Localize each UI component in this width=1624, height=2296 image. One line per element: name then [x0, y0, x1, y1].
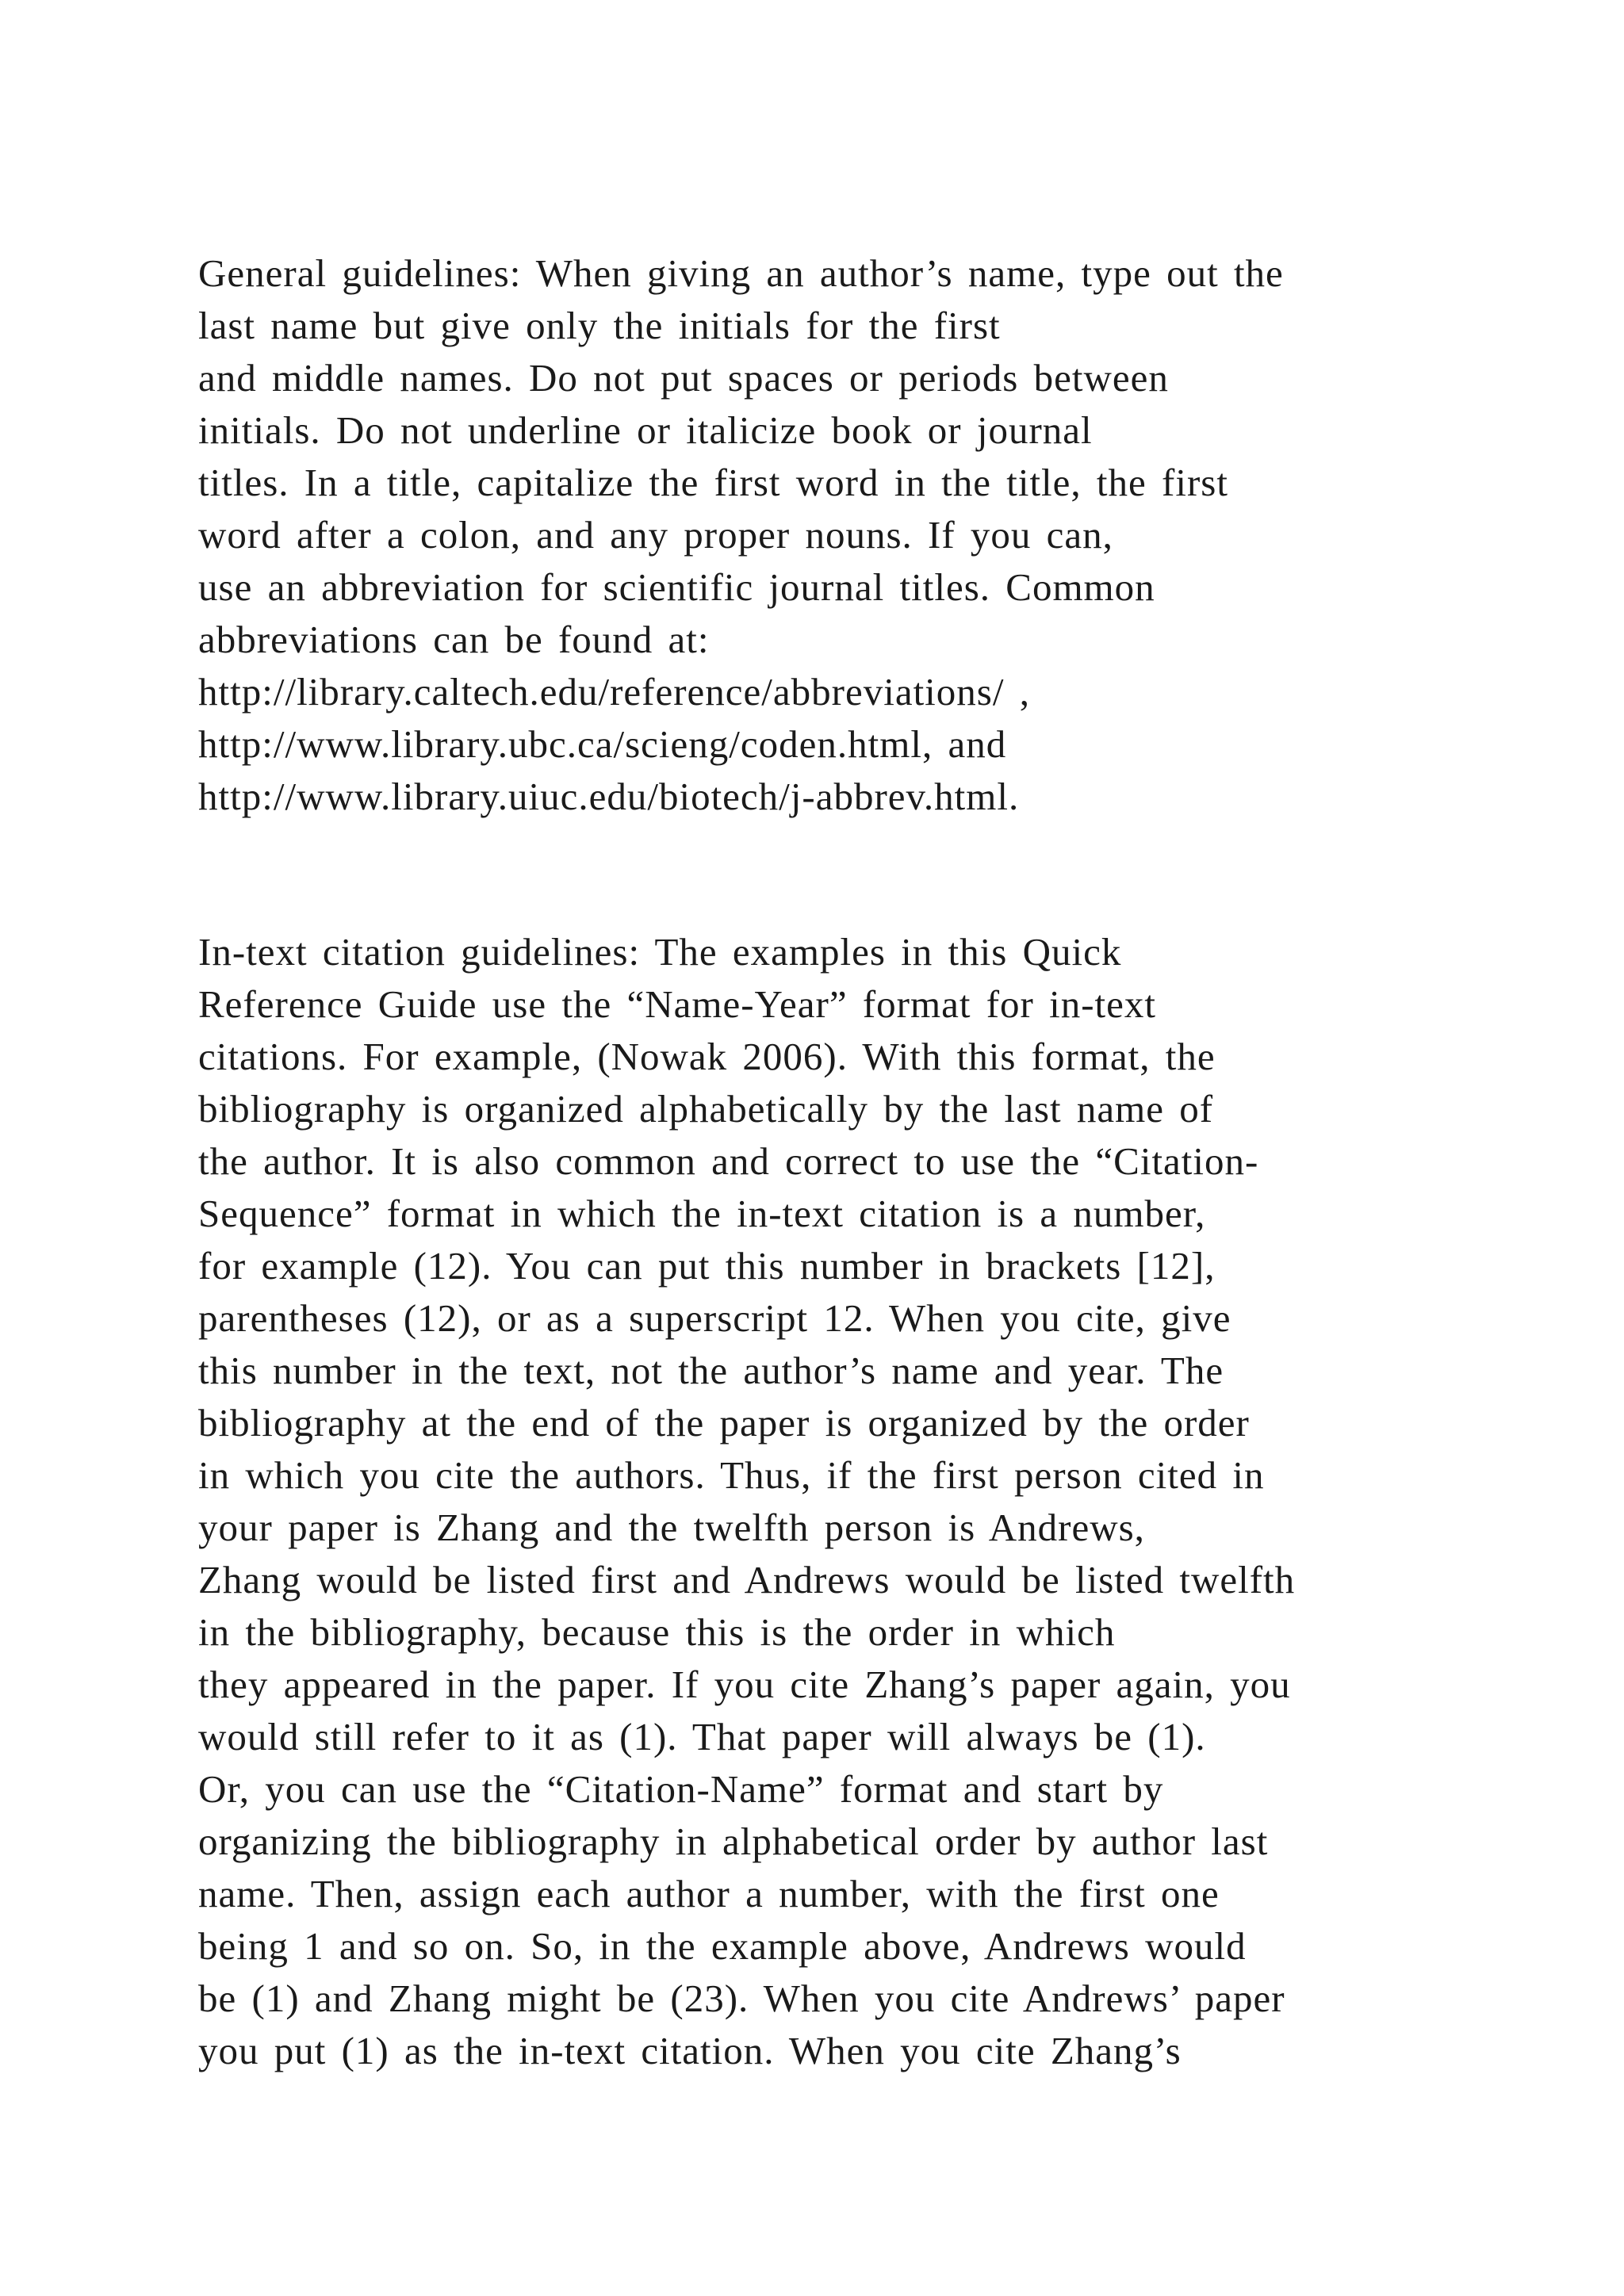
text-line: organizing the bibliography in alphabetical order by author last [198, 1820, 1269, 1863]
text-line: titles. In a title, capitalize the first word in the title, the first [198, 461, 1228, 504]
text-line: you put (1) as the in-text citation. When you cite Zhang’s [198, 2029, 1182, 2072]
text-line: Or, you can use the “Citation-Name” format and start by [198, 1767, 1164, 1811]
general-guidelines-paragraph [198, 247, 1515, 823]
text-line: abbreviations can be found at: [198, 618, 710, 661]
text-line: and middle names. Do not put spaces or periods between [198, 356, 1169, 400]
in-text-citation-paragraph [198, 926, 1515, 2077]
text-line: would still refer to it as (1). That paper will always be (1). [198, 1715, 1206, 1758]
text-line: citations. For example, (Nowak 2006). With this format, the [198, 1035, 1216, 1078]
text-line: in which you cite the authors. Thus, if the first person cited in [198, 1453, 1265, 1497]
text-line: be (1) and Zhang might be (23). When you cite Andrews’ paper [198, 1976, 1285, 2020]
text-line: bibliography is organized alphabetically by the last name of [198, 1087, 1214, 1131]
text-line: parentheses (12), or as a superscript 12. When you cite, give [198, 1296, 1231, 1340]
text-line: use an abbreviation for scientific journal titles. Common [198, 565, 1155, 609]
text-line: word after a colon, and any proper nouns. If you can, [198, 513, 1113, 557]
text-line: this number in the text, not the author’s name and year. The [198, 1349, 1224, 1392]
url-line-uiuc: http://www.library.uiuc.edu/biotech/j-abbrev.html. [198, 775, 1020, 818]
url-line-ubc: http://www.library.ubc.ca/scieng/coden.html, and [198, 722, 1007, 766]
text-line: in the bibliography, because this is the order in which [198, 1610, 1116, 1654]
text-line: the author. It is also common and correct to use the “Citation- [198, 1139, 1259, 1183]
text-line: your paper is Zhang and the twelfth person is Andrews, [198, 1506, 1145, 1549]
text-line: General guidelines: When giving an author’s name, type out the [198, 251, 1284, 295]
text-line: they appeared in the paper. If you cite Zhang’s paper again, you [198, 1663, 1291, 1706]
text-line: Zhang would be listed first and Andrews would be listed twelfth [198, 1558, 1296, 1601]
text-line: initials. Do not underline or italicize book or journal [198, 408, 1093, 452]
text-line: for example (12). You can put this number in brackets [12], [198, 1244, 1216, 1288]
text-line: name. Then, assign each author a number, with the first one [198, 1872, 1220, 1915]
url-line-caltech: http://library.caltech.edu/reference/abbreviations/ , [198, 670, 1030, 714]
text-line: being 1 and so on. So, in the example above, Andrews would [198, 1924, 1247, 1968]
text-line: Sequence” format in which the in-text citation is a number, [198, 1192, 1206, 1235]
text-line: last name but give only the initials for the first [198, 304, 1001, 347]
text-line: In-text citation guidelines: The examples in this Quick [198, 930, 1122, 974]
text-line: bibliography at the end of the paper is organized by the order [198, 1401, 1250, 1445]
text-line: Reference Guide use the “Name-Year” format for in-text [198, 982, 1156, 1026]
